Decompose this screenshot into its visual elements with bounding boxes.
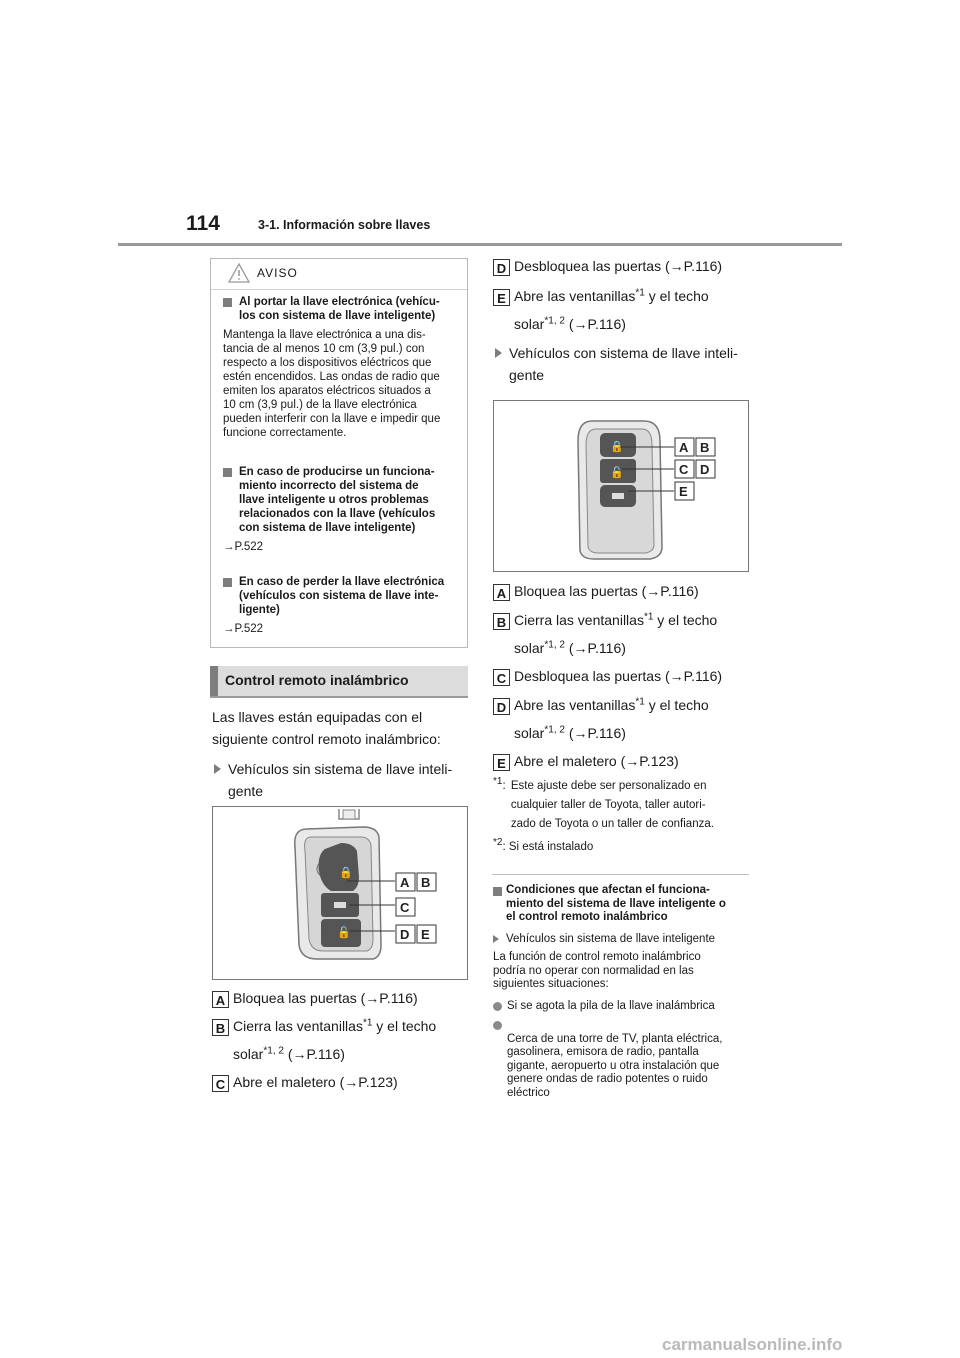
fig2-label-b (696, 438, 715, 456)
conditions-divider (492, 874, 749, 875)
section-heading (210, 666, 468, 698)
fig2-label-d (696, 460, 715, 478)
right-top-item-d: D Desbloquea las puertas (→P.116) (493, 258, 722, 276)
footnote-2: *2: Si está instalado (493, 837, 594, 853)
fig2-label-c (675, 460, 694, 478)
letter-label: E (493, 754, 510, 771)
letter-label: B (493, 613, 510, 630)
warning-link-1[interactable]: →P.522 (223, 541, 264, 553)
right-item-c: C Desbloquea las puertas (→P.116) (493, 668, 722, 686)
figure-smart-key (493, 400, 749, 572)
letter-label: A (493, 584, 510, 601)
left-item-a: A Bloquea las puertas (→P.116) (212, 990, 418, 1008)
square-bullet-icon (493, 887, 502, 896)
svg-text:D: D (700, 462, 710, 477)
square-bullet-icon (223, 578, 232, 587)
svg-text:A: A (679, 440, 689, 455)
smart-key-illustration (494, 401, 748, 571)
condition-bullet-1: Si se agota la pila de la llave inalámbrica (493, 1000, 751, 1014)
warning-link-2[interactable]: →P.522 (223, 623, 264, 635)
fig2-label-a (675, 438, 694, 456)
right-item-b-line2: solar$^{*1, 2}$ (→P.116) (514, 639, 626, 656)
right-top-item-e: E Abre las ventanillas$^{*1}$ y el techo (493, 288, 709, 306)
letter-label: C (493, 669, 510, 686)
section-title: 3-1. Información sobre llaves (258, 218, 431, 232)
letter-label: E (493, 289, 510, 306)
svg-text:A: A (400, 875, 410, 890)
conditions-subhead: Vehículos sin sistema de llave inteligente (506, 932, 716, 945)
right-item-a: A Bloquea las puertas (→P.116) (493, 583, 699, 601)
svg-text:D: D (400, 927, 410, 942)
right-item-d: D Abre las ventanillas$^{*1}$ y el techo (493, 697, 709, 715)
header-divider (118, 243, 842, 246)
right-item-b: B Cierra las ventanillas$^{*1}$ y el techo (493, 612, 717, 630)
fig1-label-d (396, 925, 415, 943)
fig1-label-b (417, 873, 436, 891)
page-number: 114 (186, 212, 220, 235)
conditions-heading: Condiciones que afectan el funciona- miento del sistema de llave inteligente o el control remoto inalámbrico (506, 884, 726, 923)
warning-heading-2: En caso de producirse un funciona- miento incorrecto del sistema de llave inteligente u otros problemas relacionados con la llave (vehículos con sistema de llave inteligente) (239, 466, 436, 534)
condition-bullet-2: Cerca de una torre de TV, planta eléctrica, gasolinera, emisora de radio, pantalla gigante, aeropuerto u otra instalación que genere ondas de radio potentes o ruido eléctrico (493, 1019, 751, 1100)
warning-heading-1: Al portar la llave electrónica (vehícu- los con sistema de llave inteligente) (239, 296, 440, 322)
subhead-no-smart: Vehículos sin sistema de llave inteli- gente (214, 758, 470, 802)
conditions-block (493, 884, 751, 1100)
letter-label: D (493, 259, 510, 276)
warning-heading-3: En caso de perder la llave electrónica (vehículos con sistema de llave inte- ligente) (239, 576, 445, 616)
intro-text: Las llaves están equipadas con el siguiente control remoto inalámbrico: (212, 709, 441, 747)
svg-text:C: C (400, 900, 410, 915)
right-item-d-line2: solar$^{*1, 2}$ (→P.116) (514, 724, 626, 741)
svg-text:🔒: 🔒 (610, 440, 624, 453)
left-item-c: C Abre el maletero (→P.123) (212, 1074, 398, 1092)
fig1-label-e (417, 925, 436, 943)
round-bullet-icon (493, 1021, 502, 1030)
triangle-bullet-icon (493, 935, 499, 943)
svg-text:🔓: 🔓 (610, 466, 624, 479)
triangle-bullet-icon (495, 348, 502, 358)
warning-title: AVISO (257, 266, 298, 280)
right-item-e: E Abre el maletero (→P.123) (493, 753, 679, 771)
square-bullet-icon (223, 298, 232, 307)
svg-text:B: B (700, 440, 710, 455)
left-item-b: B Cierra las ventanillas$^{*1}$ y el techo (212, 1018, 436, 1036)
svg-text:E: E (421, 927, 430, 942)
warning-section-2 (223, 465, 459, 554)
subhead-smart: Vehículos con sistema de llave inteli- gente (495, 342, 751, 386)
svg-text:🔓: 🔓 (337, 926, 351, 939)
letter-label: D (493, 698, 510, 715)
letter-label: C (212, 1075, 229, 1092)
warning-section-3 (223, 575, 459, 636)
left-item-b-line2: solar$^{*1, 2}$ (→P.116) (233, 1045, 345, 1062)
fig2-label-e (675, 482, 694, 500)
right-top-item-e-line2: solar$^{*1, 2}$ (→P.116) (514, 315, 626, 332)
warning-header (211, 259, 467, 290)
svg-text:🔒: 🔒 (339, 866, 353, 879)
fig1-label-c (396, 898, 415, 916)
triangle-bullet-icon (214, 764, 221, 774)
letter-label: B (212, 1019, 229, 1036)
warning-text-1: Mantenga la llave electrónica a una dis- tancia de al menos 10 cm (3,9 pul.) con respecto a los dispositivos eléctricos que estén encendidos. Las ondas de radio que emiten los aparatos eléctricos situados a 10 cm (3,9 pul.) de la llave electrónica pueden interferir con la llave e impedir que funcione correctamente. (223, 329, 441, 439)
svg-text:C: C (679, 462, 689, 477)
figure-folding-key (212, 806, 468, 980)
warning-section-1 (223, 295, 459, 440)
folding-key-illustration (213, 807, 467, 979)
conditions-text: La función de control remoto inalámbrico podría no operar con normalidad en las siguientes situaciones: (493, 951, 701, 990)
svg-text:B: B (421, 875, 431, 890)
footer-watermark: carmanualsonline.info (662, 1335, 843, 1354)
warning-triangle-icon (228, 263, 250, 283)
svg-text:E: E (679, 484, 688, 499)
square-bullet-icon (223, 468, 232, 477)
round-bullet-icon (493, 1002, 502, 1011)
letter-label: A (212, 991, 229, 1008)
section-heading-text: Control remoto inalámbrico (225, 672, 409, 688)
warning-box (210, 258, 468, 648)
footnote-1: *1: Este ajuste debe ser personalizado en cualquier taller de Toyota, taller autori- zado de Toyota o un taller de confianza. (493, 776, 714, 830)
fig1-label-a (396, 873, 415, 891)
